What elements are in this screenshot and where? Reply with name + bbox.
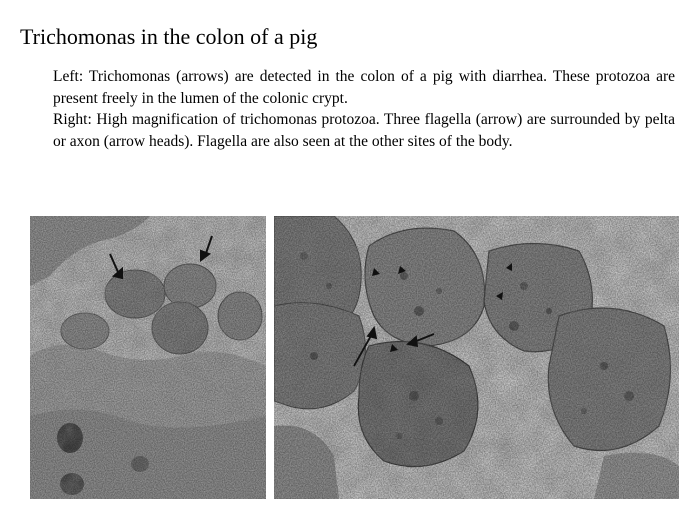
left-micrograph <box>30 216 266 499</box>
right-micrograph <box>274 216 679 499</box>
caption-left-description: Left: Trichomonas (arrows) are detected in the colon of a pig with diarrhea. These protozoa are present freely in the lumen of the colonic crypt. <box>53 68 675 107</box>
caption-right-description: Right: High magnification of trichomonas protozoa. Three flagella (arrow) are surrounded by pelta or axon (arrow heads). Flagella are also seen at the other sites of the body. <box>53 111 675 150</box>
slide-title: Trichomonas in the colon of a pig <box>20 24 318 49</box>
low-magnification-micrograph-icon <box>30 216 266 499</box>
figure-caption <box>53 66 675 152</box>
high-magnification-micrograph-icon <box>274 216 679 499</box>
